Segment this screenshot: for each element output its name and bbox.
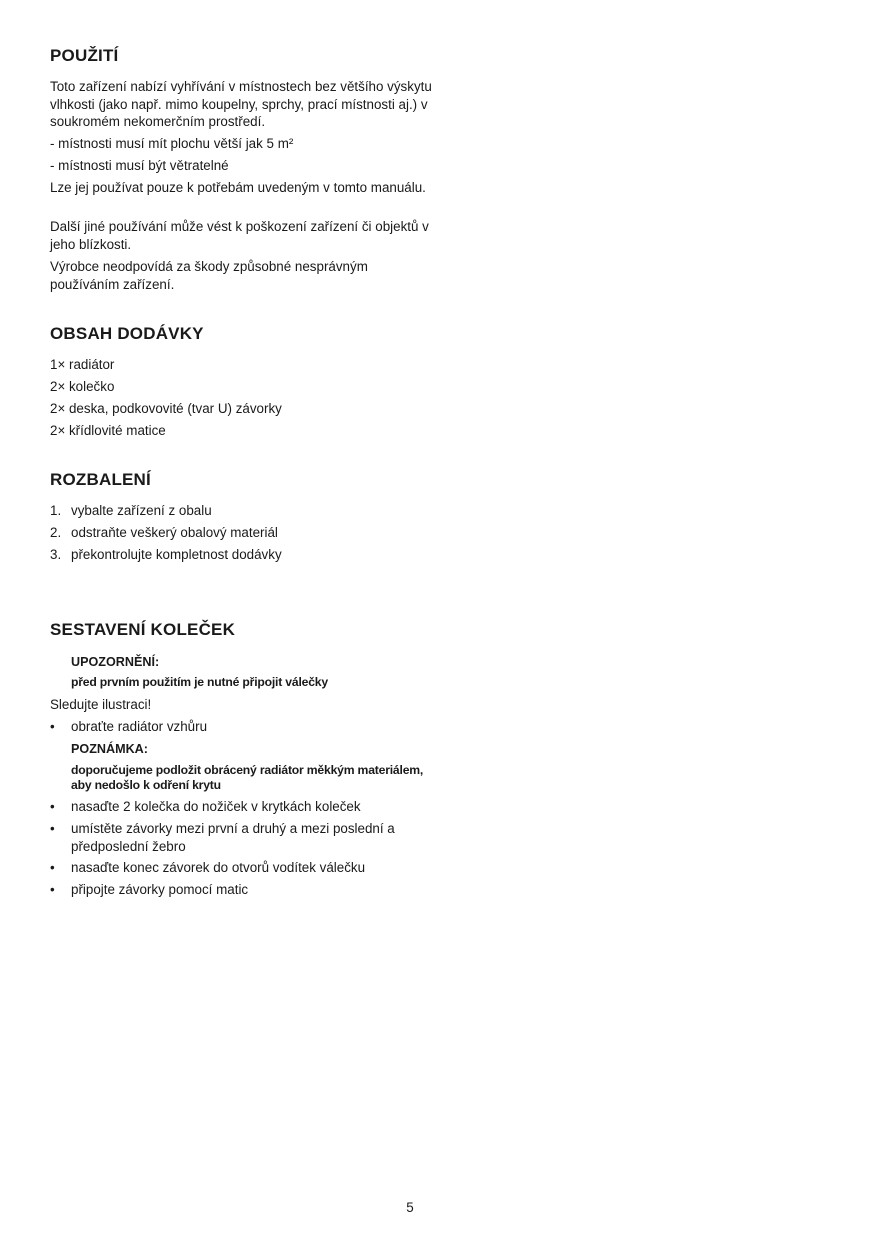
pouziti-paragraph-damage: Další jiné používání může vést k poškození zařízení či objektů v jeho blízkosti. — [50, 219, 429, 252]
pouziti-requirement-area: - místnosti musí mít plochu větší jak 5 m² — [50, 136, 294, 151]
list-item — [50, 881, 440, 899]
bullet-icon: • — [50, 882, 55, 897]
list-item: 2× křídlovité matice — [50, 423, 166, 438]
list-item-number: 2. — [50, 525, 62, 540]
list-item-text: překontrolujte kompletnost dodávky — [71, 547, 282, 562]
list-item: 2× deska, podkovovité (tvar U) závorky — [50, 401, 282, 416]
list-item — [50, 859, 440, 877]
list-item-text: vybalte zařízení z obalu — [71, 503, 212, 518]
warning-title: UPOZORNĚNÍ: — [71, 655, 160, 669]
bullet-icon: • — [50, 860, 55, 875]
list-item: 2× kolečko — [50, 379, 115, 394]
intro-text: Sledujte ilustraci! — [50, 697, 152, 712]
bullet-icon: • — [50, 821, 55, 836]
bullet-icon: • — [50, 719, 55, 734]
page-number: 5 — [406, 1200, 414, 1215]
heading-sestaveni-kolecek: SESTAVENÍ KOLEČEK — [50, 620, 236, 639]
list-item — [50, 546, 282, 563]
list-item-text: umístěte závorky mezi první a druhý a mezi poslední a předposlední žebro — [71, 821, 395, 854]
list-item — [50, 524, 278, 541]
list-item: 1× radiátor — [50, 357, 115, 372]
heading-obsah-dodavky: OBSAH DODÁVKY — [50, 324, 204, 343]
list-item — [50, 718, 440, 736]
list-item-text: připojte závorky pomocí matic — [71, 882, 249, 897]
list-item-text: nasaďte konec závorek do otvorů vodítek válečku — [71, 860, 366, 875]
list-item-text: nasaďte 2 kolečka do nožiček v krytkách koleček — [71, 799, 361, 814]
note-title: POZNÁMKA: — [71, 742, 148, 756]
list-item — [50, 798, 440, 816]
heading-rozbaleni: ROZBALENÍ — [50, 470, 151, 489]
list-item — [50, 502, 212, 519]
note-text: doporučujeme podložit obrácený radiátor měkkým materiálem, aby nedošlo k odření krytu — [71, 763, 424, 792]
warning-text: před prvním použitím je nutné připojit válečky — [71, 675, 328, 689]
list-item — [50, 820, 440, 855]
bullet-icon: • — [50, 799, 55, 814]
pouziti-paragraph-1: Toto zařízení nabízí vyhřívání v místnostech bez většího výskytu vlhkosti (jako např. mimo koupelny, sprchy, prací místnosti aj.) v soukromém nekomerčním prostředí. — [50, 79, 432, 129]
list-item-number: 3. — [50, 547, 62, 562]
pouziti-requirement-ventilation: - místnosti musí být větratelné — [50, 158, 229, 173]
pouziti-paragraph-liability: Výrobce neodpovídá za škody způsobné nesprávným používáním zařízení. — [50, 259, 368, 292]
list-item-text: odstraňte veškerý obalový materiál — [71, 525, 278, 540]
pouziti-paragraph-usage: Lze jej používat pouze k potřebám uvedeným v tomto manuálu. — [50, 180, 426, 195]
heading-pouziti: POUŽITÍ — [50, 46, 119, 65]
list-item-number: 1. — [50, 503, 62, 518]
list-item-text: obraťte radiátor vzhůru — [71, 719, 208, 734]
